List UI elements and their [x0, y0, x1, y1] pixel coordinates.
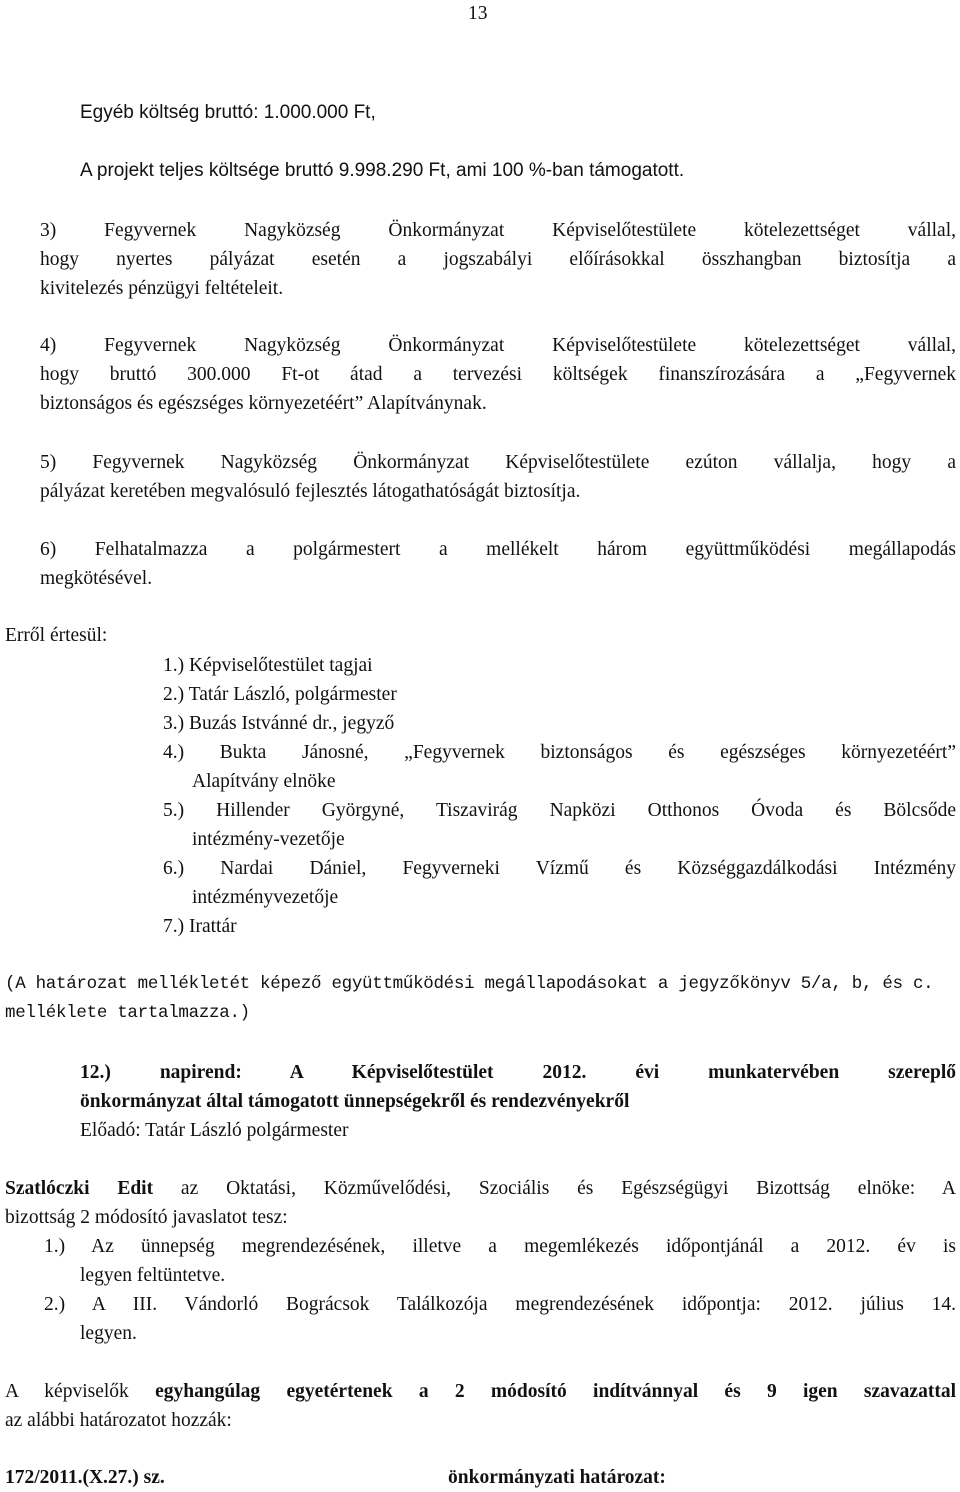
point-3-line-1: 3) Fegyvernek Nagyközség Önkormányzat Képviselőtestülete kötelezettséget vállal,: [40, 220, 956, 241]
proposal-line-1-rest: az Oktatási, Közművelődési, Szociális és Egészségügyi Bizottság elnöke: A: [153, 1178, 956, 1199]
notify-item-7: 7.) Irattár: [163, 916, 237, 937]
notify-item-5: 5.) Hillender Györgyné, Tiszavirág Napközi Otthonos Óvoda és Bölcsőde: [163, 800, 956, 821]
notify-item-2: 2.) Tatár László, polgármester: [163, 684, 397, 705]
point-3-line-2: hogy nyertes pályázat esetén a jogszabályi előírásokkal összhangban biztosítja a: [40, 249, 956, 270]
point-6-line-1: 6) Felhatalmazza a polgármestert a mellékelt három együttműködési megállapodás: [40, 539, 956, 560]
point-6-line-2: megkötésével.: [40, 568, 153, 589]
vote-line-1-text: [5, 1380, 956, 1404]
vote-line-2: az alábbi határozatot hozzák:: [5, 1410, 232, 1431]
proposal-line-2: bizottság 2 módosító javaslatot tesz:: [5, 1207, 288, 1228]
vote-line-1: [5, 1380, 956, 1404]
other-cost-line: Egyéb költség bruttó: 1.000.000 Ft,: [80, 102, 376, 123]
point-4-line-3: biztonságos és egészséges környezetéért” Alapítványnak.: [40, 393, 487, 414]
proposal-item-1: 1.) Az ünnepség megrendezésének, illetve a megemlékezés időpontjánál a 2012. év is: [44, 1236, 956, 1257]
annex-note-line-2: melléklete tartalmazza.): [5, 1003, 250, 1023]
point-5-line-2: pályázat keretében megvalósuló fejlesztés látogathatóságát biztosítja.: [40, 481, 581, 502]
proposal-speaker: Szatlóczki Edit: [5, 1178, 154, 1199]
agenda-title-line-2: önkormányzat által támogatott ünnepségekről és rendezvényekről: [80, 1091, 630, 1112]
annex-note-line-1: (A határozat mellékletét képező együttműködési megállapodásokat a jegyzőkönyv 5/a, b, és c.: [5, 974, 934, 994]
notify-item-6: 6.) Nardai Dániel, Fegyverneki Vízmű és Községgazdálkodási Intézmény: [163, 858, 956, 879]
total-cost-line: A projekt teljes költsége bruttó 9.998.290 Ft, ami 100 %-ban támogatott.: [80, 160, 685, 181]
vote-prefix: A képviselők: [5, 1381, 156, 1402]
page-number: 13: [468, 3, 488, 24]
notify-item-4: 4.) Bukta Jánosné, „Fegyvernek biztonságos és egészséges környezetéért”: [163, 742, 956, 763]
proposal-line-1: [5, 1177, 956, 1201]
vote-bold: egyhangúlag egyetértenek a 2 módosító indítvánnyal és 9 igen szavazattal: [155, 1381, 956, 1402]
proposal-item-1-cont: legyen feltüntetve.: [80, 1265, 226, 1286]
point-6: [40, 538, 956, 591]
proposal-line-1-text: [5, 1177, 956, 1201]
point-5: [40, 451, 956, 504]
point-4-line-2: hogy bruttó 300.000 Ft-ot átad a tervezési költségek finanszírozására a „Fegyvernek: [40, 364, 956, 385]
notify-heading: Erről értesül:: [5, 625, 108, 646]
point-4-line-1: 4) Fegyvernek Nagyközség Önkormányzat Képviselőtestülete kötelezettséget vállal,: [40, 335, 956, 356]
point-3: [40, 219, 956, 301]
notify-item-6-cont: intézményvezetője: [192, 887, 339, 908]
resolution-number: 172/2011.(X.27.) sz.: [5, 1467, 165, 1488]
resolution-label: önkormányzati határozat:: [448, 1467, 666, 1488]
notify-item-1: 1.) Képviselőtestület tagjai: [163, 655, 373, 676]
point-3-line-3: kivitelezés pénzügyi feltételeit.: [40, 278, 284, 299]
notify-item-3: 3.) Buzás Istvánné dr., jegyző: [163, 713, 395, 734]
notify-item-4-cont: Alapítvány elnöke: [192, 771, 336, 792]
agenda-title-line-1: 12.) napirend: A Képviselőtestület 2012. évi munkatervében szereplő: [80, 1062, 956, 1083]
proposal-item-2: 2.) A III. Vándorló Bográcsok Találkozója megrendezésének időpontja: 2012. július 14.: [44, 1294, 956, 1315]
point-5-line-1: 5) Fegyvernek Nagyközség Önkormányzat Képviselőtestülete ezúton vállalja, hogy a: [40, 452, 956, 473]
agenda-presenter: Előadó: Tatár László polgármester: [80, 1120, 349, 1141]
point-4: [40, 334, 956, 416]
notify-item-5-cont: intézmény-vezetője: [192, 829, 345, 850]
proposal-item-2-cont: legyen.: [80, 1323, 137, 1344]
